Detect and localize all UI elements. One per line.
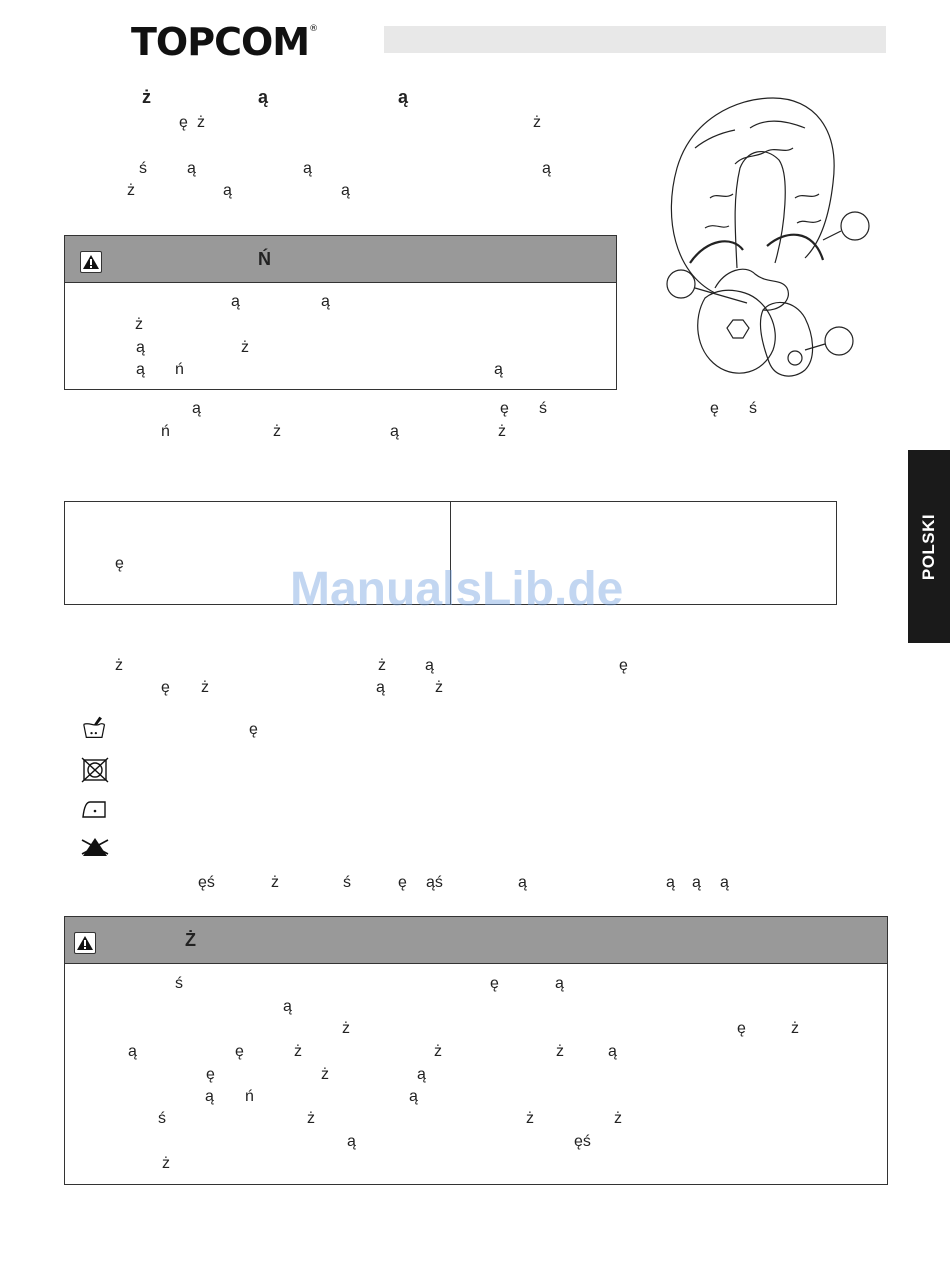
text-glyph: ś xyxy=(175,975,183,992)
text-glyph: ż xyxy=(241,339,249,356)
warning-box-1 xyxy=(64,235,617,390)
text-glyph: ę xyxy=(179,114,188,131)
warning-triangle-icon xyxy=(74,932,96,954)
text-glyph: ą xyxy=(409,1088,418,1105)
text-glyph: ż xyxy=(197,114,205,131)
heading-glyph: ż xyxy=(142,87,151,107)
text-glyph: ą xyxy=(555,975,564,992)
text-glyph: ą xyxy=(425,657,434,674)
text-glyph: ę xyxy=(490,975,499,992)
text-glyph: ąś xyxy=(426,874,443,891)
text-glyph: ż xyxy=(115,657,123,674)
text-glyph: ż xyxy=(127,182,135,199)
text-glyph: ś xyxy=(158,1110,166,1127)
text-glyph: ą xyxy=(223,182,232,199)
text-glyph: ą xyxy=(494,361,503,378)
table-cell-glyph: ę xyxy=(115,555,124,572)
warning-header xyxy=(65,917,887,964)
text-glyph: ę xyxy=(398,874,407,891)
registered-mark: ® xyxy=(309,24,318,34)
text-glyph: ą xyxy=(136,361,145,378)
text-glyph: ą xyxy=(417,1066,426,1083)
text-glyph: ż xyxy=(342,1020,350,1037)
text-glyph: ęś xyxy=(198,874,215,891)
text-glyph: ń xyxy=(161,423,170,440)
text-glyph: ś xyxy=(343,874,351,891)
heading-glyph: ą xyxy=(398,87,409,107)
text-glyph: ż xyxy=(294,1043,302,1060)
text-glyph: ż xyxy=(271,874,279,891)
warning-heading-glyph: Ń xyxy=(258,249,271,269)
text-glyph: ę xyxy=(619,657,628,674)
warning-heading-glyph: Ż xyxy=(185,930,196,950)
text-glyph: ą xyxy=(136,339,145,356)
text-glyph: ń xyxy=(175,361,184,378)
text-glyph: ą xyxy=(692,874,701,891)
warning-header xyxy=(65,236,616,283)
no-tumble-dry-icon xyxy=(80,757,110,783)
text-glyph: ś xyxy=(539,400,547,417)
language-tab xyxy=(908,450,950,643)
text-glyph: ż xyxy=(556,1043,564,1060)
text-glyph: ę xyxy=(235,1043,244,1060)
header-bar xyxy=(384,26,886,53)
warning-box-2 xyxy=(64,916,888,1185)
text-glyph: ą xyxy=(303,160,312,177)
text-glyph: ż xyxy=(135,316,143,333)
text-glyph: ż xyxy=(791,1020,799,1037)
text-glyph: ę xyxy=(206,1066,215,1083)
text-glyph: ę xyxy=(500,400,509,417)
text-glyph: ą xyxy=(542,160,551,177)
text-glyph: ż xyxy=(201,679,209,696)
text-glyph: ż xyxy=(378,657,386,674)
brand-logo xyxy=(131,20,317,64)
text-glyph: ę xyxy=(737,1020,746,1037)
text-glyph: ż xyxy=(614,1110,622,1127)
text-glyph: ś xyxy=(139,160,147,177)
text-glyph: ż xyxy=(273,423,281,440)
text-glyph: ń xyxy=(245,1088,254,1105)
text-glyph: ą xyxy=(192,400,201,417)
caption-glyph: ę xyxy=(710,400,719,417)
care-text-glyph: ę xyxy=(249,721,258,738)
text-glyph: ą xyxy=(187,160,196,177)
hand-wash-icon xyxy=(80,714,110,740)
nursing-pillow-illustration xyxy=(655,88,885,393)
text-glyph: ą xyxy=(128,1043,137,1060)
text-glyph: ą xyxy=(205,1088,214,1105)
logo-text: TOPCOM xyxy=(131,20,310,64)
text-glyph: ą xyxy=(321,293,330,310)
heading-glyph: ą xyxy=(258,87,269,107)
text-glyph: ą xyxy=(376,679,385,696)
text-glyph: ż xyxy=(307,1110,315,1127)
text-glyph: ż xyxy=(162,1155,170,1172)
caption-glyph: ś xyxy=(749,400,757,417)
text-glyph: ż xyxy=(435,679,443,696)
text-glyph: ą xyxy=(390,423,399,440)
text-glyph: ęś xyxy=(574,1133,591,1150)
text-glyph: ą xyxy=(666,874,675,891)
language-tab-label: POLSKI xyxy=(919,513,938,580)
text-glyph: ż xyxy=(434,1043,442,1060)
text-glyph: ą xyxy=(341,182,350,199)
warning-triangle-icon xyxy=(80,251,102,273)
text-glyph: ż xyxy=(498,423,506,440)
text-glyph: ż xyxy=(533,114,541,131)
iron-low-heat-icon xyxy=(80,796,110,822)
text-glyph: ą xyxy=(347,1133,356,1150)
text-glyph: ż xyxy=(321,1066,329,1083)
text-glyph: ę xyxy=(161,679,170,696)
no-bleach-icon xyxy=(80,834,110,860)
watermark: ManualsLib.de xyxy=(290,563,624,616)
text-glyph: ą xyxy=(231,293,240,310)
text-glyph: ą xyxy=(608,1043,617,1060)
text-glyph: ą xyxy=(283,998,292,1015)
text-glyph: ą xyxy=(518,874,527,891)
text-glyph: ż xyxy=(526,1110,534,1127)
text-glyph: ą xyxy=(720,874,729,891)
